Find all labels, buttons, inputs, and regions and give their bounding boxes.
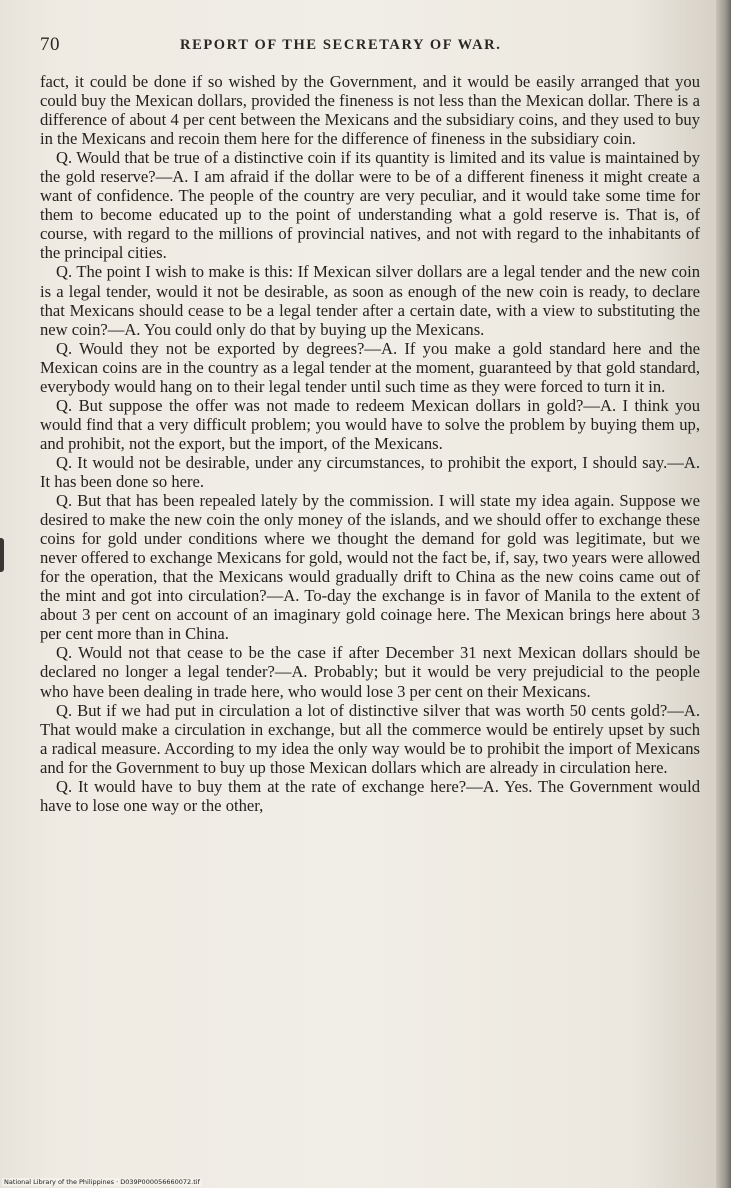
paragraph: Q. It would have to buy them at the rate of exchange here?—A. Yes. The Government would have to lose one way or the other, [40, 776, 700, 815]
paragraph: Q. It would not be desirable, under any circumstances, to prohibit the export, I should say.—A. It has been done so here. [40, 452, 700, 491]
running-head: REPORT OF THE SECRETARY OF WAR. [180, 37, 502, 53]
paragraph: Q. Would not that cease to be the case if after December 31 next Mexican dollars should be declared no longer a legal tender?—A. Probably; but it would be very prejudicial to the people who have been dealing in trade here, who would lose 3 per cent on their Mexicans. [40, 643, 700, 701]
paragraph: Q. The point I wish to make is this: If Mexican silver dollars are a legal tender and the new coin is a legal tender, would it not be desirable, as soon as enough of the new coin is ready, to declare that Mexicans should cease to be a legal tender after a certain date, with a view to substituting the new coin?—A. You could only do that by buying up the Mexicans. [40, 262, 700, 339]
paragraph: Q. But that has been repealed lately by the commission. I will state my idea again. Suppose we desired to make the new coin the only money of the islands, and we should offer to exchange these coins for gold under conditions where we thought the demand for gold was legitimate, but we never offered to exchange Mexicans for gold, would not the fact be, if, say, two years were allowed for the operation, that the Mexicans would gradually drift to China as the new coins came out of the mint and got into circulation?—A. To-day the exchange is in favor of Manila to the extent of about 3 per cent on account of an imaginary gold coinage here. The Mexican brings here about 3 per cent more than in China. [40, 491, 700, 644]
paragraph: Q. Would that be true of a distinctive coin if its quantity is limited and its value is maintained by the gold reserve?—A. I am afraid if the dollar were to be of a different fineness it might create a want of confidence. The people of the country are very peculiar, and it would take some time for them to become educated up to the point of understanding what a gold reserve is. That is, of course, with regard to the millions of provincial natives, and not with regard to the inhabitants of the principal cities. [40, 148, 700, 263]
paragraph: Q. But if we had put in circulation a lot of distinctive silver that was worth 50 cents gold?—A. That would make a circulation in exchange, but all the commerce would be entirely upset by such a radical measure. According to my idea the only way would be to prohibit the import of Mexicans and for the Government to buy up those Mexican dollars which are already in circulation here. [40, 700, 700, 777]
body-text [40, 72, 700, 815]
page-edge [716, 0, 731, 1188]
page-header [40, 34, 680, 58]
page-number: 70 [40, 34, 60, 55]
paragraph: Q. Would they not be exported by degrees?—A. If you make a gold standard here and the Mexican coins are in the country as a legal tender at the moment, guaranteed by that gold standard, everybody would hang on to their legal tender until such time as they were forced to turn it in. [40, 338, 700, 396]
paragraph: fact, it could be done if so wished by the Government, and it would be easily arranged that you could buy the Mexican dollars, provided the fineness is not less than the Mexican dollar. There is a difference of about 4 per cent between the Mexicans and the subsidiary coins, and they used to buy in the Mexicans and recoin them here for the difference of fineness in the subsidiary coin. [40, 72, 700, 149]
paragraph: Q. But suppose the offer was not made to redeem Mexican dollars in gold?—A. I think you would find that a very difficult problem; you would have to solve the problem by buying them up, and prohibit, not the export, but the import, of the Mexicans. [40, 395, 700, 453]
binding-mark [0, 538, 4, 572]
scan-watermark: National Library of the Philippines · D039P000056660072.tif [4, 1178, 200, 1186]
